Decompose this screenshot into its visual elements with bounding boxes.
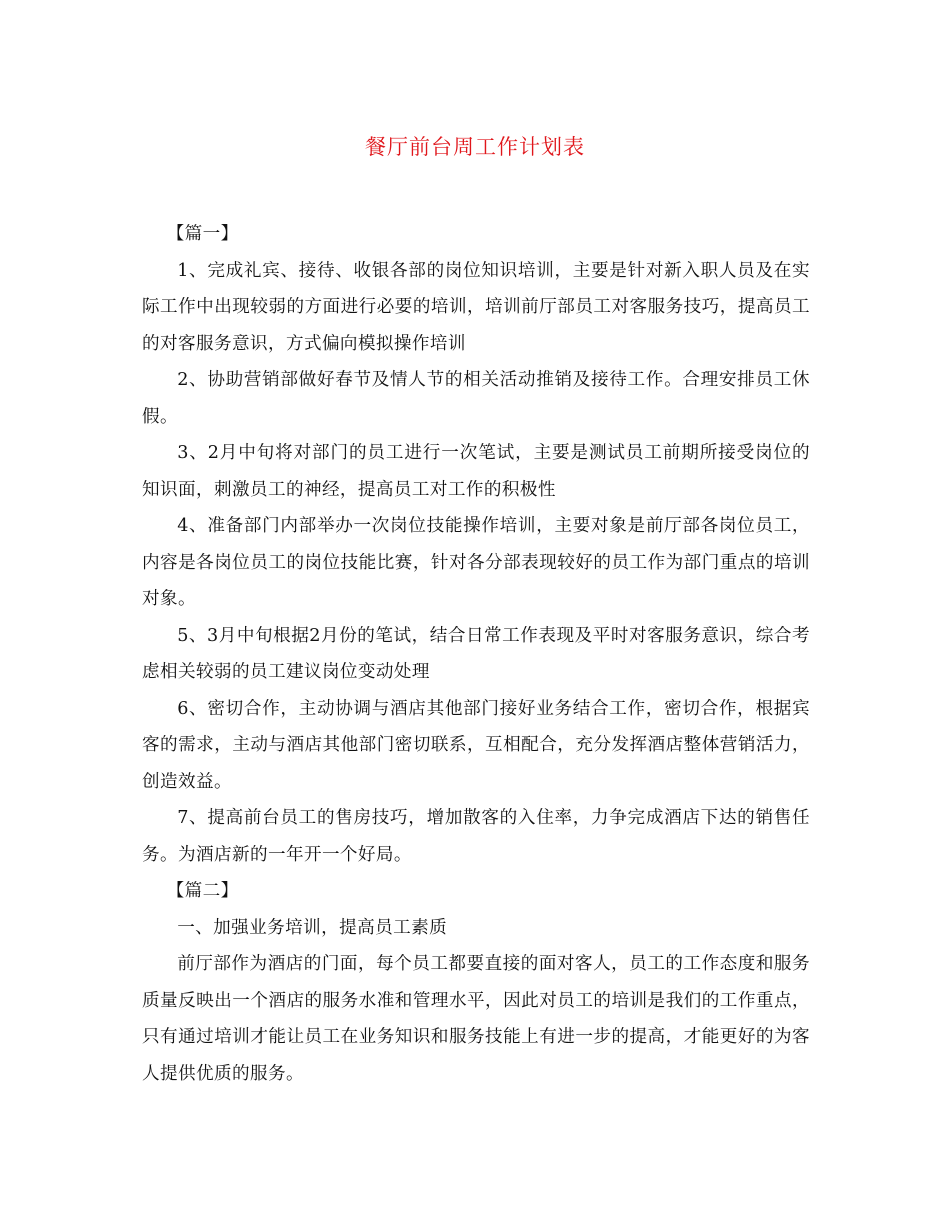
document-title: 餐厅前台周工作计划表 [365, 135, 585, 159]
document-body [142, 216, 810, 1092]
paragraph: 3、2月中旬将对部门的员工进行一次笔试，主要是测试员工前期所接受岗位的知识面，刺激员工的神经，提高员工对工作的积极性 [142, 443, 810, 500]
paragraph: 7、提高前台员工的售房技巧，增加散客的入住率，力争完成酒店下达的销售任务。为酒店新的一年开一个好局。 [142, 808, 810, 865]
section-subheading: 一、加强业务培训，提高员工素质 [177, 917, 448, 938]
paragraph: 2、协助营销部做好春节及情人节的相关活动推销及接待工作。合理安排员工休假。 [142, 370, 810, 427]
section-heading-2: 【篇二】 [166, 881, 239, 901]
paragraph: 前厅部作为酒店的门面，每个员工都要直接的面对客人，员工的工作态度和服务质量反映出一个酒店的服务水准和管理水平，因此对员工的培训是我们的工作重点，只有通过培训才能让员工在业务知识和服务技能上有进一步的提高，才能更好的为客人提供优质的服务。 [142, 954, 810, 1084]
paragraph: 6、密切合作，主动协调与酒店其他部门接好业务结合工作，密切合作，根据宾客的需求，主动与酒店其他部门密切联系，互相配合，充分发挥酒店整体营销活力，创造效益。 [142, 698, 810, 792]
section-heading-1: 【篇一】 [166, 224, 239, 244]
paragraph: 4、准备部门内部举办一次岗位技能操作培训，主要对象是前厅部各岗位员工，内容是各岗位员工的岗位技能比赛，针对各分部表现较好的员工作为部门重点的培训对象。 [142, 516, 810, 609]
paragraph: 5、3月中旬根据2月份的笔试，结合日常工作表现及平时对客服务意识，综合考虑相关较弱的员工建议岗位变动处理 [142, 625, 810, 682]
paragraph: 1、完成礼宾、接待、收银各部的岗位知识培训，主要是针对新入职人员及在实际工作中出现较弱的方面进行必要的培训，培训前厅部员工对客服务技巧，提高员工的对客服务意识，方式偏向模拟操作培训 [142, 260, 810, 354]
